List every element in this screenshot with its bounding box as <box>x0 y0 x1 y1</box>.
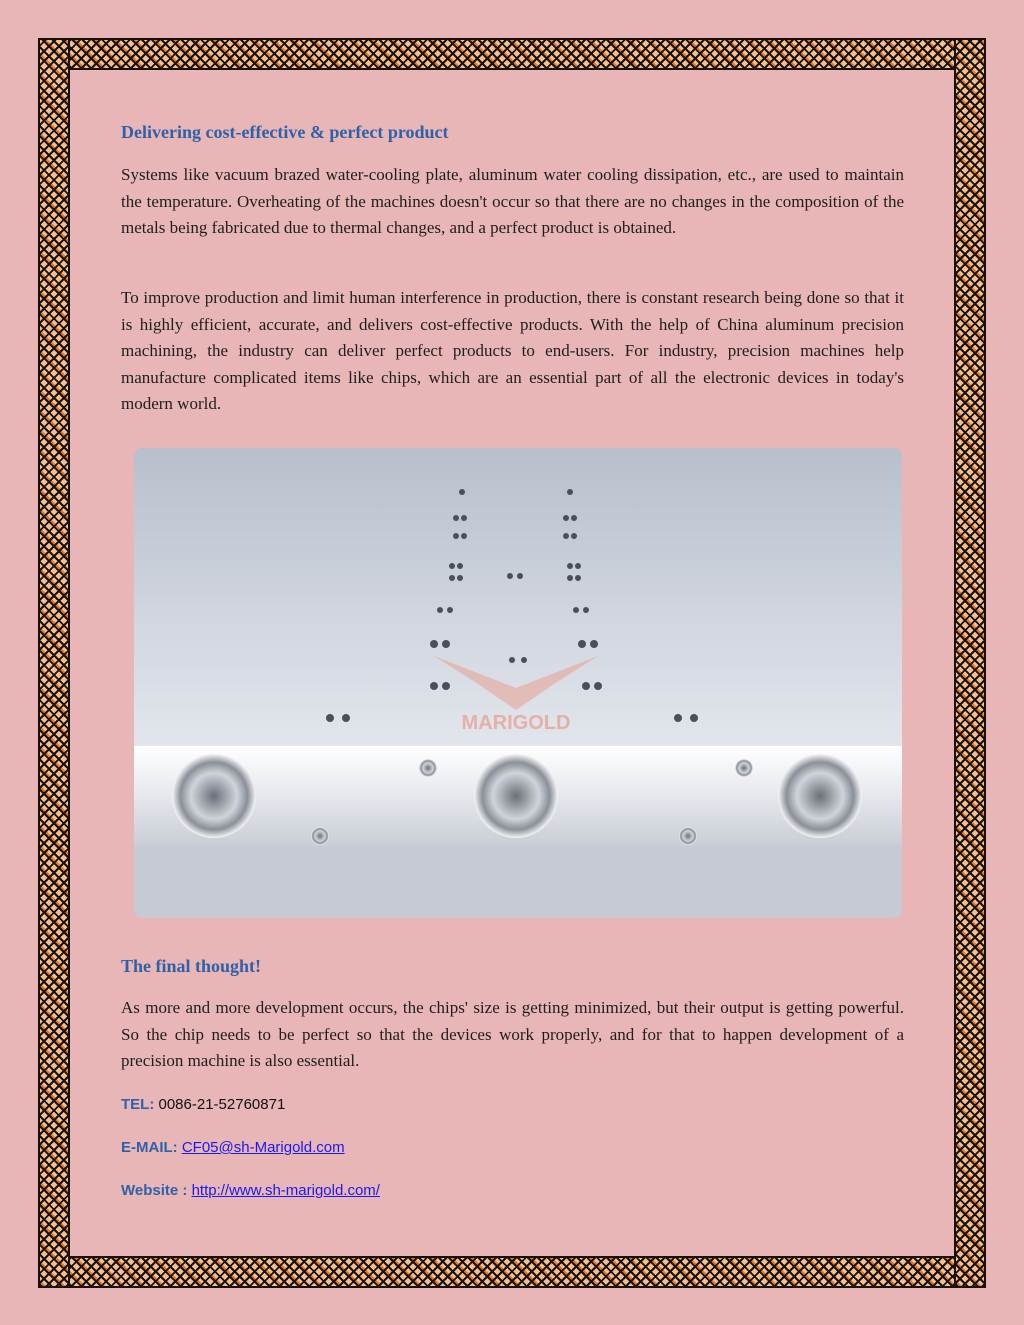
email-label: E-MAIL: <box>121 1139 178 1156</box>
decorative-border-right <box>954 38 986 1288</box>
decorative-border-left <box>38 38 70 1288</box>
website-label: Website : <box>121 1182 188 1199</box>
website-link[interactable]: http://www.sh-marigold.com/ <box>191 1182 380 1199</box>
tel-value: 0086-21-52760871 <box>158 1096 286 1113</box>
decorative-border-bottom <box>38 1256 986 1288</box>
watermark-text: MARIGOLD <box>461 712 571 734</box>
section-heading-final-thought: The final thought! <box>121 956 262 976</box>
paragraph-systems: Systems like vacuum brazed water-cooling plate, aluminum water cooling dissipation, etc., are used to maintain the temperature. Overheating of the machines doesn't occur so that there are no changes in the composition of the metals being fabricated due to thermal changes, and a perfect product is obtained. <box>121 165 904 237</box>
paragraph-development: As more and more development occurs, the chips' size is getting minimized, but their output is getting powerful. So the chip needs to be perfect so that the devices work properly, and for that to happen development of a precision machine is also essential. <box>121 998 904 1070</box>
cooling-plate-photo <box>134 448 902 918</box>
contact-email <box>121 1139 345 1156</box>
section-heading-delivering: Delivering cost-effective & perfect product <box>121 122 449 142</box>
decorative-border-top <box>38 38 986 70</box>
contact-tel <box>121 1096 285 1113</box>
paragraph-improve-production: To improve production and limit human interference in production, there is constant research being done so that it is highly efficient, accurate, and delivers cost-effective products. With the help of China aluminum precision machining, the industry can deliver perfect products to end-users. For industry, precision machines help manufacture complicated items like chips, which are an essential part of all the electronic devices in today's modern world. <box>121 288 904 413</box>
tel-label: TEL: <box>121 1096 155 1113</box>
email-link[interactable]: CF05@sh-Marigold.com <box>181 1139 345 1156</box>
contact-website <box>121 1182 380 1199</box>
